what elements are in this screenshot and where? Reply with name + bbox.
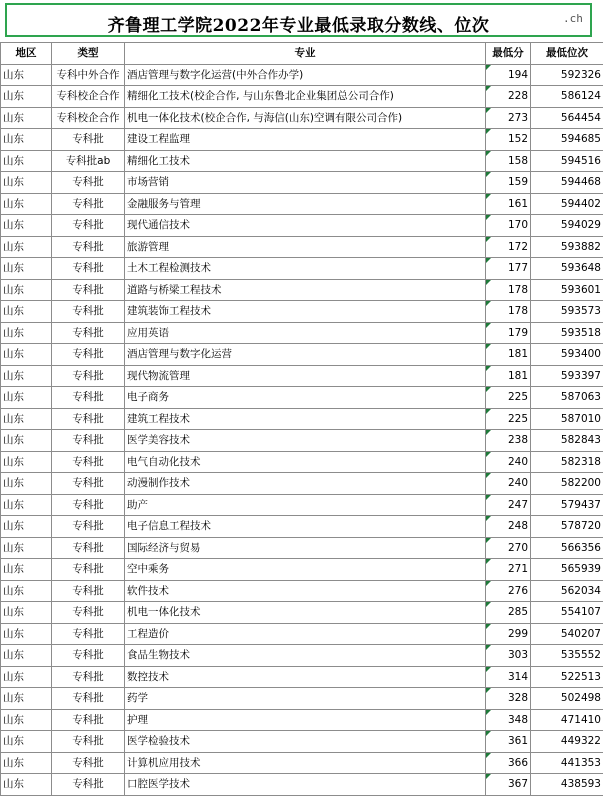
- cell-type: 专科批: [52, 752, 125, 774]
- table-row: [1, 473, 603, 495]
- cell-score: 238: [486, 430, 531, 452]
- cell-rank: 471410: [531, 709, 603, 731]
- cell-region: 山东: [1, 580, 52, 602]
- cell-region: 山东: [1, 301, 52, 323]
- cell-score: 285: [486, 602, 531, 624]
- cell-region: 山东: [1, 107, 52, 129]
- cell-score: 172: [486, 236, 531, 258]
- cell-type: 专科批: [52, 451, 125, 473]
- cell-type: 专科批: [52, 516, 125, 538]
- header-region: 地区: [1, 43, 52, 65]
- cell-region: 山东: [1, 688, 52, 710]
- table-row: [1, 365, 603, 387]
- cell-type: 专科校企合作: [52, 107, 125, 129]
- cell-major: 计算机应用技术: [125, 752, 486, 774]
- cell-major: 空中乘务: [125, 559, 486, 581]
- cell-major: 口腔医学技术: [125, 774, 486, 796]
- cell-type: 专科批: [52, 559, 125, 581]
- cell-major: 工程造价: [125, 623, 486, 645]
- table-row: [1, 602, 603, 624]
- cell-type: 专科批: [52, 709, 125, 731]
- cell-rank: 582200: [531, 473, 603, 495]
- cell-rank: 586124: [531, 86, 603, 108]
- cell-major: 金融服务与管理: [125, 193, 486, 215]
- cell-major: 软件技术: [125, 580, 486, 602]
- cell-major: 机电一体化技术(校企合作, 与海信(山东)空调有限公司合作): [125, 107, 486, 129]
- cell-type: 专科批: [52, 215, 125, 237]
- header-type: 类型: [52, 43, 125, 65]
- cell-rank: 587010: [531, 408, 603, 430]
- cell-type: 专科批: [52, 258, 125, 280]
- cell-rank: 522513: [531, 666, 603, 688]
- cell-rank: 502498: [531, 688, 603, 710]
- cell-score: 158: [486, 150, 531, 172]
- table-row: [1, 494, 603, 516]
- cell-type: 专科批: [52, 623, 125, 645]
- cell-rank: 554107: [531, 602, 603, 624]
- cell-major: 市场营销: [125, 172, 486, 194]
- cell-major: 酒店管理与数字化运营(中外合作办学): [125, 64, 486, 86]
- cell-rank: 594685: [531, 129, 603, 151]
- cell-score: 177: [486, 258, 531, 280]
- cell-rank: 449322: [531, 731, 603, 753]
- cell-type: 专科批: [52, 129, 125, 151]
- cell-major: 医学检验技术: [125, 731, 486, 753]
- cell-score: 299: [486, 623, 531, 645]
- cell-region: 山东: [1, 172, 52, 194]
- cell-type: 专科批: [52, 344, 125, 366]
- table-row: [1, 731, 603, 753]
- cell-major: 应用英语: [125, 322, 486, 344]
- cell-score: 367: [486, 774, 531, 796]
- cell-major: 旅游管理: [125, 236, 486, 258]
- cell-rank: 593400: [531, 344, 603, 366]
- cell-type: 专科批: [52, 236, 125, 258]
- cell-rank: 593882: [531, 236, 603, 258]
- cell-score: 314: [486, 666, 531, 688]
- cell-score: 240: [486, 473, 531, 495]
- cell-rank: 582843: [531, 430, 603, 452]
- cell-major: 食品生物技术: [125, 645, 486, 667]
- cell-type: 专科批: [52, 494, 125, 516]
- cell-type: 专科校企合作: [52, 86, 125, 108]
- cell-region: 山东: [1, 129, 52, 151]
- cell-score: 248: [486, 516, 531, 538]
- cell-region: 山东: [1, 451, 52, 473]
- table-row: [1, 86, 603, 108]
- cell-region: 山东: [1, 516, 52, 538]
- cell-rank: 594468: [531, 172, 603, 194]
- cell-type: 专科批: [52, 365, 125, 387]
- cell-rank: 579437: [531, 494, 603, 516]
- cell-type: 专科批: [52, 774, 125, 796]
- cell-score: 178: [486, 301, 531, 323]
- cell-region: 山东: [1, 344, 52, 366]
- cell-rank: 441353: [531, 752, 603, 774]
- cell-type: 专科批: [52, 172, 125, 194]
- cell-major: 电子商务: [125, 387, 486, 409]
- cell-score: 194: [486, 64, 531, 86]
- table-body: [1, 64, 603, 795]
- cell-type: 专科批: [52, 731, 125, 753]
- table-row: [1, 752, 603, 774]
- cell-type: 专科批: [52, 301, 125, 323]
- cell-major: 助产: [125, 494, 486, 516]
- table-row: [1, 150, 603, 172]
- table-row: [1, 559, 603, 581]
- cell-type: 专科批: [52, 645, 125, 667]
- cell-major: 现代通信技术: [125, 215, 486, 237]
- cell-type: 专科批ab: [52, 150, 125, 172]
- table-row: [1, 580, 603, 602]
- cell-score: 181: [486, 365, 531, 387]
- cell-type: 专科批: [52, 602, 125, 624]
- cell-score: 225: [486, 387, 531, 409]
- cell-region: 山东: [1, 150, 52, 172]
- cell-score: 328: [486, 688, 531, 710]
- table-row: [1, 537, 603, 559]
- cell-type: 专科批: [52, 387, 125, 409]
- cell-score: 152: [486, 129, 531, 151]
- cell-rank: 593397: [531, 365, 603, 387]
- cell-score: 170: [486, 215, 531, 237]
- header-score: 最低分: [486, 43, 531, 65]
- cell-type: 专科批: [52, 279, 125, 301]
- cell-score: 159: [486, 172, 531, 194]
- cell-major: 医学美容技术: [125, 430, 486, 452]
- cell-type: 专科批: [52, 537, 125, 559]
- cell-major: 建筑装饰工程技术: [125, 301, 486, 323]
- cell-major: 现代物流管理: [125, 365, 486, 387]
- cell-major: 机电一体化技术: [125, 602, 486, 624]
- header-major: 专业: [125, 43, 486, 65]
- cell-type: 专科中外合作: [52, 64, 125, 86]
- table-row: [1, 279, 603, 301]
- cell-score: 303: [486, 645, 531, 667]
- cell-region: 山东: [1, 494, 52, 516]
- header-row: [1, 43, 603, 65]
- cell-region: 山东: [1, 64, 52, 86]
- cell-rank: 582318: [531, 451, 603, 473]
- cell-type: 专科批: [52, 688, 125, 710]
- cell-major: 电气自动化技术: [125, 451, 486, 473]
- cell-major: 护理: [125, 709, 486, 731]
- cell-score: 228: [486, 86, 531, 108]
- cell-rank: 562034: [531, 580, 603, 602]
- cell-major: 数控技术: [125, 666, 486, 688]
- cell-rank: 565939: [531, 559, 603, 581]
- cell-rank: 564454: [531, 107, 603, 129]
- cell-score: 181: [486, 344, 531, 366]
- table-row: [1, 645, 603, 667]
- cell-score: 179: [486, 322, 531, 344]
- table-row: [1, 301, 603, 323]
- table-row: [1, 451, 603, 473]
- admission-score-table: [0, 42, 603, 796]
- cell-region: 山东: [1, 215, 52, 237]
- cell-major: 精细化工技术: [125, 150, 486, 172]
- cell-region: 山东: [1, 86, 52, 108]
- cell-region: 山东: [1, 731, 52, 753]
- cell-rank: 593573: [531, 301, 603, 323]
- cell-score: 271: [486, 559, 531, 581]
- table-row: [1, 258, 603, 280]
- cell-rank: 593518: [531, 322, 603, 344]
- table-row: [1, 344, 603, 366]
- cell-score: 225: [486, 408, 531, 430]
- cell-rank: 566356: [531, 537, 603, 559]
- cell-rank: 587063: [531, 387, 603, 409]
- cell-major: 建设工程监理: [125, 129, 486, 151]
- cell-major: 电子信息工程技术: [125, 516, 486, 538]
- cell-rank: 592326: [531, 64, 603, 86]
- cell-region: 山东: [1, 322, 52, 344]
- table-row: [1, 688, 603, 710]
- cell-region: 山东: [1, 602, 52, 624]
- cell-rank: 578720: [531, 516, 603, 538]
- cell-type: 专科批: [52, 322, 125, 344]
- cell-major: 精细化工技术(校企合作, 与山东鲁北企业集团总公司合作): [125, 86, 486, 108]
- table-row: [1, 107, 603, 129]
- cell-region: 山东: [1, 408, 52, 430]
- cell-rank: 594029: [531, 215, 603, 237]
- table-row: [1, 236, 603, 258]
- cell-rank: 593601: [531, 279, 603, 301]
- cell-rank: 593648: [531, 258, 603, 280]
- table-row: [1, 193, 603, 215]
- cell-score: 276: [486, 580, 531, 602]
- cell-major: 土木工程检测技术: [125, 258, 486, 280]
- table-row: [1, 666, 603, 688]
- cell-major: 动漫制作技术: [125, 473, 486, 495]
- cell-region: 山东: [1, 623, 52, 645]
- cell-region: 山东: [1, 430, 52, 452]
- cell-region: 山东: [1, 365, 52, 387]
- cell-major: 道路与桥梁工程技术: [125, 279, 486, 301]
- page-title: 齐鲁理工学院2022年专业最低录取分数线、位次: [7, 11, 590, 36]
- cell-score: 240: [486, 451, 531, 473]
- cell-region: 山东: [1, 537, 52, 559]
- table-row: [1, 215, 603, 237]
- cell-score: 273: [486, 107, 531, 129]
- cell-type: 专科批: [52, 580, 125, 602]
- title-box: [5, 3, 592, 37]
- table-row: [1, 322, 603, 344]
- cell-region: 山东: [1, 387, 52, 409]
- cell-rank: 540207: [531, 623, 603, 645]
- cell-major: 酒店管理与数字化运营: [125, 344, 486, 366]
- cell-region: 山东: [1, 709, 52, 731]
- cell-type: 专科批: [52, 666, 125, 688]
- cell-type: 专科批: [52, 430, 125, 452]
- cell-rank: 594516: [531, 150, 603, 172]
- cell-region: 山东: [1, 645, 52, 667]
- table-row: [1, 387, 603, 409]
- cell-score: 178: [486, 279, 531, 301]
- cell-type: 专科批: [52, 193, 125, 215]
- cell-region: 山东: [1, 258, 52, 280]
- cell-region: 山东: [1, 666, 52, 688]
- watermark: .ch: [563, 12, 583, 25]
- cell-rank: 594402: [531, 193, 603, 215]
- table-row: [1, 129, 603, 151]
- cell-region: 山东: [1, 236, 52, 258]
- cell-score: 361: [486, 731, 531, 753]
- cell-type: 专科批: [52, 408, 125, 430]
- cell-rank: 535552: [531, 645, 603, 667]
- table-row: [1, 172, 603, 194]
- cell-region: 山东: [1, 559, 52, 581]
- cell-major: 药学: [125, 688, 486, 710]
- cell-region: 山东: [1, 774, 52, 796]
- cell-type: 专科批: [52, 473, 125, 495]
- table-row: [1, 408, 603, 430]
- table-row: [1, 64, 603, 86]
- title-bar: [0, 0, 603, 42]
- cell-score: 366: [486, 752, 531, 774]
- cell-score: 348: [486, 709, 531, 731]
- cell-major: 建筑工程技术: [125, 408, 486, 430]
- cell-region: 山东: [1, 752, 52, 774]
- table-row: [1, 623, 603, 645]
- cell-score: 247: [486, 494, 531, 516]
- table-row: [1, 516, 603, 538]
- table-row: [1, 430, 603, 452]
- cell-score: 161: [486, 193, 531, 215]
- cell-rank: 438593: [531, 774, 603, 796]
- table-row: [1, 709, 603, 731]
- header-rank: 最低位次: [531, 43, 603, 65]
- cell-major: 国际经济与贸易: [125, 537, 486, 559]
- cell-region: 山东: [1, 473, 52, 495]
- cell-region: 山东: [1, 193, 52, 215]
- cell-region: 山东: [1, 279, 52, 301]
- cell-score: 270: [486, 537, 531, 559]
